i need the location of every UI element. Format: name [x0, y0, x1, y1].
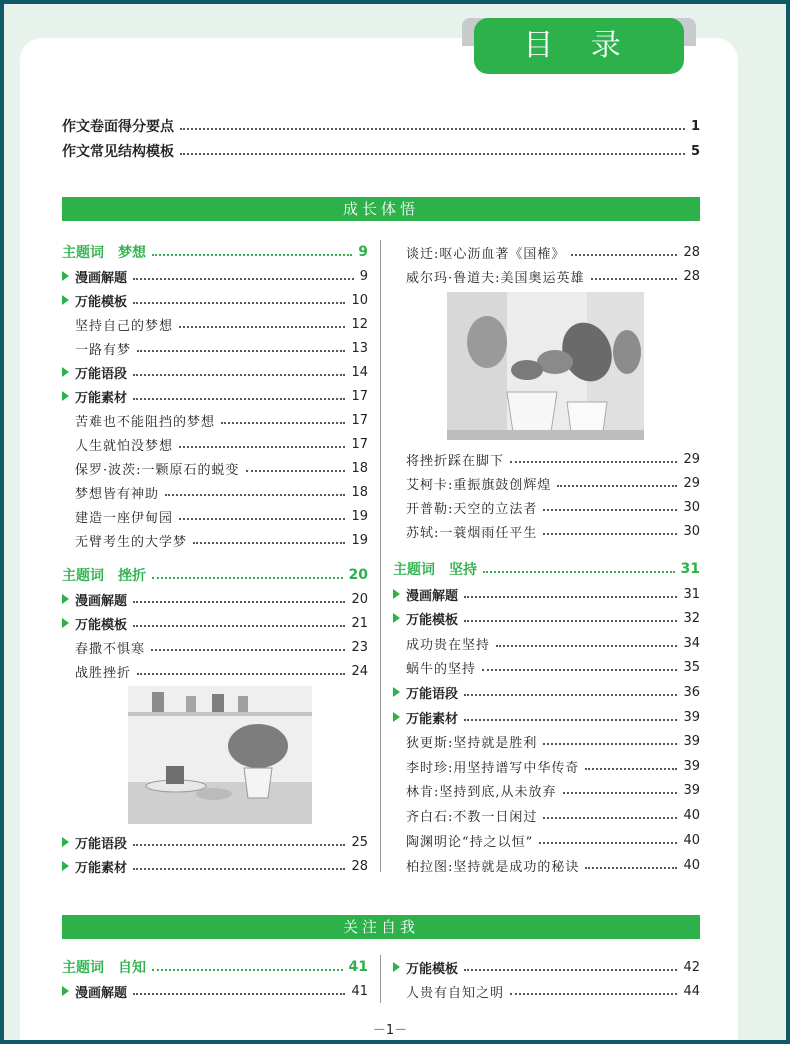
toc-entry[interactable]: [62, 288, 368, 312]
toc-entry-page: 9: [359, 268, 368, 284]
toc-entry-page: 31: [683, 586, 700, 602]
toc-entry-title: 将挫折踩在脚下: [406, 453, 505, 469]
kitchen-photo: [128, 686, 312, 824]
toc-entry[interactable]: [406, 240, 700, 264]
column-divider: [380, 955, 381, 1003]
toc-entry-page: 25: [351, 834, 368, 850]
toc-entry[interactable]: [75, 528, 368, 552]
toc-entry-title: 蜗牛的坚持: [406, 661, 477, 677]
toc-entry-page: 20: [351, 591, 368, 607]
toc-entry[interactable]: [75, 432, 368, 456]
toc-entry-title: 建造一座伊甸园: [75, 510, 174, 526]
dot-leader: [510, 461, 677, 463]
toc-entry-title: 万能模板: [406, 612, 459, 628]
toc-entry[interactable]: [75, 659, 368, 683]
toc-entry-page: 30: [683, 523, 700, 539]
triangle-bullet-icon: [393, 962, 400, 972]
triangle-bullet-icon: [62, 271, 69, 281]
toc-entry-title: 主题词 自知: [62, 960, 146, 976]
toc-entry[interactable]: [393, 582, 700, 606]
toc-entry-title: 漫画解题: [406, 588, 459, 604]
toc-entry-page: 1: [690, 118, 700, 134]
toc-entry[interactable]: [62, 384, 368, 408]
triangle-bullet-icon: [62, 837, 69, 847]
toc-entry-title: 陶渊明论“持之以恒”: [406, 834, 534, 850]
toc-entry-page: 28: [351, 858, 368, 874]
toc-entry-page: 39: [683, 782, 700, 798]
toc-entry-page: 39: [683, 758, 700, 774]
toc-entry-page: 17: [351, 388, 368, 404]
toc-entry-title: 春撒不惧寒: [75, 641, 146, 657]
toc-entry-page: 20: [348, 567, 368, 583]
toc-entry-page: 29: [683, 451, 700, 467]
toc-entry[interactable]: [62, 139, 700, 163]
toc-entry-page: 41: [351, 983, 368, 999]
toc-theme[interactable]: [62, 240, 368, 264]
dot-leader: [151, 649, 345, 651]
triangle-bullet-icon: [62, 295, 69, 305]
dot-leader: [539, 842, 677, 844]
dot-leader: [543, 817, 677, 819]
toc-entry[interactable]: [406, 631, 700, 655]
toc-entry[interactable]: [75, 456, 368, 480]
dot-leader: [464, 969, 677, 971]
toc-entry-title: 万能语段: [75, 836, 128, 852]
toc-entry-title: 狄更斯:坚持就是胜利: [406, 735, 538, 751]
toc-entry-title: 人生就怕没梦想: [75, 438, 174, 454]
triangle-bullet-icon: [62, 391, 69, 401]
toc-entry-page: 40: [683, 832, 700, 848]
toc-entry[interactable]: [62, 830, 368, 854]
dot-leader: [133, 302, 345, 304]
dot-leader: [133, 374, 345, 376]
dot-leader: [246, 470, 346, 472]
toc-entry-title: 保罗·波茨:一颗原石的蜕变: [75, 462, 240, 478]
toc-entry[interactable]: [75, 635, 368, 659]
toc-entry[interactable]: [75, 312, 368, 336]
toc-entry[interactable]: [406, 471, 700, 495]
dot-leader: [180, 153, 685, 155]
toc-entry-page: 30: [683, 499, 700, 515]
column-divider: [380, 240, 381, 872]
toc-entry-page: 12: [351, 316, 368, 332]
toc-entry-title: 万能模板: [75, 617, 128, 633]
toc-entry[interactable]: [62, 360, 368, 384]
dot-leader: [165, 494, 345, 496]
dot-leader: [464, 620, 677, 622]
toc-entry-title: 苏轼:一蓑烟雨任平生: [406, 525, 538, 541]
toc-entry[interactable]: [393, 955, 700, 979]
toc-entry-title: 无臂考生的大学梦: [75, 534, 188, 550]
toc-entry[interactable]: [406, 754, 700, 778]
toc-entry-title: 万能素材: [75, 860, 128, 876]
dot-leader: [510, 993, 677, 995]
toc-entry-page: 14: [351, 364, 368, 380]
toc-entry-page: 35: [683, 659, 700, 675]
toc-entry-page: 17: [351, 436, 368, 452]
toc-entry-title: 万能模板: [406, 961, 459, 977]
toc-entry[interactable]: [75, 480, 368, 504]
toc-entry[interactable]: [406, 778, 700, 802]
toc-entry-page: 19: [351, 508, 368, 524]
dot-leader: [591, 278, 678, 280]
toc-entry-page: 36: [683, 684, 700, 700]
section-band-self: 关注自我: [62, 915, 700, 939]
toc-entry-title: 人贵有自知之明: [406, 985, 505, 1001]
toc-entry-page: 24: [351, 663, 368, 679]
toc-entry-page: 40: [683, 857, 700, 873]
dot-leader: [543, 743, 677, 745]
toc-entry-page: 18: [351, 460, 368, 476]
toc-entry-page: 10: [351, 292, 368, 308]
triangle-bullet-icon: [62, 618, 69, 628]
dot-leader: [133, 278, 354, 280]
toc-theme[interactable]: [393, 557, 700, 581]
toc-entry-page: 29: [683, 475, 700, 491]
toc-entry[interactable]: [406, 828, 700, 852]
toc-entry-title: 漫画解题: [75, 270, 128, 286]
dot-leader: [543, 509, 677, 511]
toc-entry[interactable]: [406, 979, 700, 1003]
dot-leader: [133, 625, 345, 627]
toc-entry-page: 9: [358, 244, 368, 260]
toc-entry-title: 齐白石:不教一日闲过: [406, 809, 538, 825]
toc-entry[interactable]: [393, 705, 700, 729]
dot-leader: [152, 969, 343, 971]
toc-entry[interactable]: [75, 408, 368, 432]
dot-leader: [152, 577, 343, 579]
toc-entry[interactable]: [62, 264, 368, 288]
toc-theme[interactable]: [62, 563, 368, 587]
toc-entry[interactable]: [75, 336, 368, 360]
section-band-growth: 成长体悟: [62, 197, 700, 221]
toc-entry-page: 5: [690, 143, 700, 159]
toc-entry-title: 谈迁:呕心沥血著《国榷》: [406, 246, 566, 262]
toc-entry-title: 一路有梦: [75, 342, 132, 358]
toc-entry-page: 32: [683, 610, 700, 626]
dot-leader: [464, 596, 677, 598]
toc-entry-title: 万能语段: [406, 686, 459, 702]
toc-entry-page: 18: [351, 484, 368, 500]
toc-entry-title: 战胜挫折: [75, 665, 132, 681]
toc-entry-page: 39: [683, 733, 700, 749]
dot-leader: [557, 485, 677, 487]
toc-entry[interactable]: [406, 495, 700, 519]
triangle-bullet-icon: [393, 613, 400, 623]
toc-entry-page: 34: [683, 635, 700, 651]
dot-leader: [133, 601, 345, 603]
dot-leader: [180, 128, 685, 130]
toc-entry[interactable]: [406, 447, 700, 471]
toc-entry-page: 13: [351, 340, 368, 356]
toc-entry[interactable]: [406, 519, 700, 543]
toc-entry-page: 19: [351, 532, 368, 548]
toc-entry-title: 柏拉图:坚持就是成功的秘诀: [406, 859, 580, 875]
toc-entry-title: 漫画解题: [75, 593, 128, 609]
toc-entry[interactable]: [406, 803, 700, 827]
dot-leader: [571, 254, 677, 256]
toc-entry-title: 坚持自己的梦想: [75, 318, 174, 334]
toc-entry[interactable]: [75, 504, 368, 528]
toc-entry[interactable]: [393, 680, 700, 704]
toc-entry-title: 林肯:坚持到底,从未放弃: [406, 784, 557, 800]
dot-leader: [585, 867, 677, 869]
toc-entry-page: 42: [683, 959, 700, 975]
dot-leader: [133, 993, 345, 995]
toc-entry-page: 31: [680, 561, 700, 577]
toc-entry-title: 主题词 坚持: [393, 562, 477, 578]
toc-entry-page: 44: [683, 983, 700, 999]
dot-leader: [179, 518, 345, 520]
dot-leader: [563, 792, 678, 794]
toc-entry-title: 万能素材: [75, 390, 128, 406]
dot-leader: [482, 669, 677, 671]
dot-leader: [543, 533, 677, 535]
toc-entry-title: 威尔玛·鲁道夫:美国奥运英雄: [406, 270, 585, 286]
toc-entry-title: 主题词 梦想: [62, 245, 146, 261]
dot-leader: [137, 350, 345, 352]
triangle-bullet-icon: [62, 594, 69, 604]
triangle-bullet-icon: [393, 589, 400, 599]
toc-entry-title: 艾柯卡:重振旗鼓创辉煌: [406, 477, 552, 493]
dot-leader: [133, 844, 345, 846]
toc-entry-title: 作文卷面得分要点: [62, 119, 174, 135]
toc-entry-title: 成功贵在坚持: [406, 637, 491, 653]
dot-leader: [133, 868, 345, 870]
toc-entry[interactable]: [406, 729, 700, 753]
dot-leader: [496, 645, 677, 647]
toc-entry[interactable]: [62, 587, 368, 611]
toc-entry-page: 40: [683, 807, 700, 823]
triangle-bullet-icon: [62, 367, 69, 377]
dot-leader: [585, 768, 677, 770]
dot-leader: [152, 254, 352, 256]
dot-leader: [179, 446, 345, 448]
dot-leader: [133, 398, 345, 400]
dot-leader: [221, 422, 345, 424]
toc-entry-page: 17: [351, 412, 368, 428]
toc-entry[interactable]: [393, 606, 700, 630]
page-number: －1－: [372, 1023, 408, 1038]
toc-entry-page: 41: [348, 959, 368, 975]
triangle-bullet-icon: [62, 861, 69, 871]
toc-entry[interactable]: [406, 264, 700, 288]
toc-entry-title: 主题词 挫折: [62, 568, 146, 584]
toc-entry-title: 漫画解题: [75, 985, 128, 1001]
toc-entry[interactable]: [62, 611, 368, 635]
toc-entry-title: 万能模板: [75, 294, 128, 310]
toc-entry-page: 23: [351, 639, 368, 655]
page-title: 目 录: [474, 18, 684, 74]
plants-photo: [447, 292, 644, 440]
toc-entry-page: 28: [683, 268, 700, 284]
dot-leader: [483, 571, 675, 573]
toc-entry[interactable]: [406, 853, 700, 877]
toc-entry-title: 万能素材: [406, 711, 459, 727]
toc-entry[interactable]: [62, 854, 368, 878]
toc-theme[interactable]: [62, 955, 368, 979]
toc-entry-title: 万能语段: [75, 366, 128, 382]
toc-entry-title: 李时珍:用坚持谱写中华传奇: [406, 760, 580, 776]
dot-leader: [464, 694, 677, 696]
triangle-bullet-icon: [393, 712, 400, 722]
toc-entry-page: 39: [683, 709, 700, 725]
dot-leader: [193, 542, 345, 544]
toc-entry-title: 开普勒:天空的立法者: [406, 501, 538, 517]
dot-leader: [179, 326, 345, 328]
toc-entry[interactable]: [62, 114, 700, 138]
dot-leader: [464, 719, 677, 721]
toc-entry[interactable]: [62, 979, 368, 1003]
toc-entry-title: 苦难也不能阻挡的梦想: [75, 414, 216, 430]
triangle-bullet-icon: [62, 986, 69, 996]
toc-entry-title: 梦想皆有神助: [75, 486, 160, 502]
toc-entry-page: 21: [351, 615, 368, 631]
toc-entry-page: 28: [683, 244, 700, 260]
toc-entry[interactable]: [406, 655, 700, 679]
triangle-bullet-icon: [393, 687, 400, 697]
dot-leader: [137, 673, 345, 675]
toc-entry-title: 作文常见结构模板: [62, 144, 174, 160]
